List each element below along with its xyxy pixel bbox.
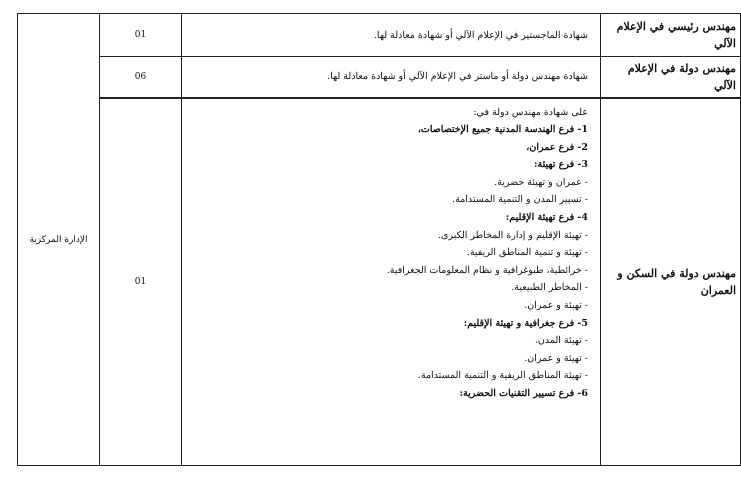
qualification-item: - عمران و تهيئة حضرية. <box>494 176 588 188</box>
table-row <box>18 57 741 98</box>
qualification-heading: 3- فرع تهيئة: <box>534 159 588 171</box>
qualification-cell: شهادة الماجستير في الإعلام الآلي أو شهادة معادلة لها. <box>182 14 601 57</box>
qualification-cell: شهادة مهندس دولة أو ماستر في الإعلام الآلي أو شهادة معادلة لها. <box>182 57 601 98</box>
count-cell: 06 <box>100 57 182 98</box>
qualification-heading: 1- فرع الهندسة المدنية جميع الإختصاصات، <box>417 124 588 136</box>
qualification-heading: 2- فرع عمران، <box>526 141 588 153</box>
qualification-item: - المخاطر الطبيعية. <box>511 282 588 294</box>
qualification-item: - تهيئة و عمران. <box>524 352 588 364</box>
qualification-item: - تهيئة المدن. <box>534 335 588 347</box>
positions-table <box>17 13 741 466</box>
qualification-item: - تسيير المدن و التنمية المستدامة. <box>452 194 588 206</box>
table-row <box>18 14 741 57</box>
post-title-cell: مهندس دولة في الإعلام الآلي <box>601 57 741 98</box>
qualification-cell <box>182 98 601 466</box>
qualification-item: - تهيئة المناطق الريفية و التنمية المستدامة. <box>417 370 588 382</box>
post-title-cell: مهندس دولة في السكن و العمران <box>601 98 741 466</box>
table-row <box>18 98 741 466</box>
qualification-item: - تهيئة و تنمية المناطق الريفية. <box>466 247 588 259</box>
post-title-cell: مهندس رئيسي في الإعلام الآلي <box>601 14 741 57</box>
qualification-item: - تهيئة الإقليم و إدارة المخاطر الكبرى. <box>438 229 588 241</box>
count-cell: 01 <box>100 98 182 466</box>
qualification-list <box>188 104 588 403</box>
qualification-heading: 5- فرع جغرافية و تهيئة الإقليم: <box>463 317 588 329</box>
qualification-item: - خرائطية، طبوغرافية و نظام المعلومات الجغرافية. <box>386 264 588 276</box>
qualification-item: على شهادة مهندس دولة في: <box>473 106 588 118</box>
department-cell: الإدارة المركزية <box>18 14 100 466</box>
qualification-item: - تهيئة و عمران. <box>524 300 588 312</box>
qualification-heading: 6- فرع تسيير التقنيات الحضرية: <box>459 388 588 399</box>
qualification-heading: 4- فرع تهيئة الإقليم: <box>505 212 588 224</box>
count-cell: 01 <box>100 14 182 57</box>
